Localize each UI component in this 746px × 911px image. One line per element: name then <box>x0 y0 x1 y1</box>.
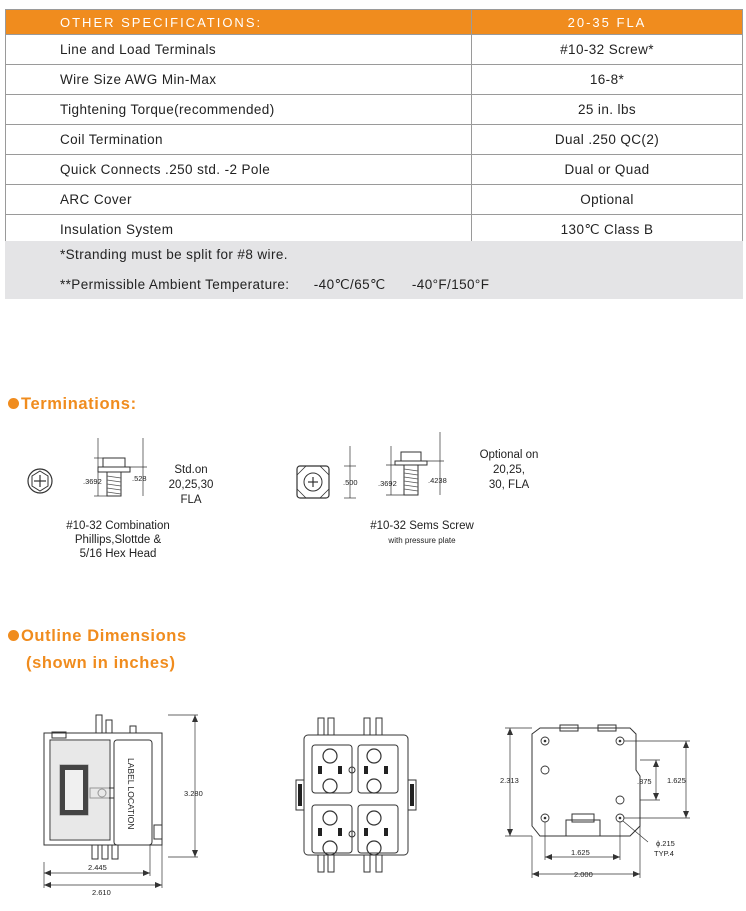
stranding-note: *Stranding must be split for #8 wire. <box>60 247 288 262</box>
spec-header-left: OTHER SPECIFICATIONS: <box>6 10 472 35</box>
spec-label: Coil Termination <box>6 125 472 155</box>
spec-row <box>6 185 743 215</box>
specifications-table <box>5 9 743 245</box>
spec-label: Insulation System <box>6 215 472 245</box>
spec-row <box>6 95 743 125</box>
spec-value: Optional <box>472 185 743 215</box>
base-hole-note: TYP.4 <box>654 849 674 858</box>
spec-header-right: 20-35 FLA <box>472 10 743 35</box>
spec-notes <box>5 241 743 299</box>
spec-value: 25 in. lbs <box>472 95 743 125</box>
optional-caption: #10-32 Sems Screw <box>370 520 474 532</box>
base-hole-dim: ϕ.215 <box>656 839 675 848</box>
base-hole-spacing-v-dim: .875 <box>637 777 652 786</box>
label-location-text: LABEL LOCATION <box>126 758 136 830</box>
spec-label: Quick Connects .250 std. -2 Pole <box>6 155 472 185</box>
spec-value: Dual .250 QC(2) <box>472 125 743 155</box>
spec-value: Dual or Quad <box>472 155 743 185</box>
side-outer-width-dim: 2.610 <box>92 888 111 897</box>
spec-row <box>6 125 743 155</box>
ambient-temperature-note <box>60 277 489 293</box>
spec-label: Line and Load Terminals <box>6 35 472 65</box>
bullet-dot-icon <box>8 630 19 641</box>
base-outer-v-dim: 1.625 <box>667 776 686 785</box>
side-height-dim: 3.280 <box>184 789 203 798</box>
base-width-dim: 2.000 <box>574 870 593 879</box>
spec-row <box>6 155 743 185</box>
ambient-fahrenheit: -40°F/150°F <box>411 277 490 292</box>
std-caption: #10-32 Combination Phillips,Slottde & 5/16 Hex Head <box>66 520 170 560</box>
spec-label: Wire Size AWG Min-Max <box>6 65 472 95</box>
opt-plate-dim: .500 <box>343 478 358 487</box>
optional-availability: Optional on 20,25, 30, FLA <box>479 449 539 491</box>
spec-value: 16-8* <box>472 65 743 95</box>
std-height-dim: .3692 <box>83 477 102 486</box>
spec-header-row <box>6 10 743 35</box>
spec-value: #10-32 Screw* <box>472 35 743 65</box>
optional-caption-sub: with pressure plate <box>388 536 456 545</box>
bullet-dot-icon <box>8 398 19 409</box>
spec-row <box>6 65 743 95</box>
base-hole-spacing-h-dim: 1.625 <box>571 848 590 857</box>
spec-label: ARC Cover <box>6 185 472 215</box>
outline-subheading: (shown in inches) <box>26 654 176 672</box>
spec-row <box>6 35 743 65</box>
outline-heading: Outline Dimensions <box>8 627 187 646</box>
ambient-label: **Permissible Ambient Temperature: <box>60 277 290 292</box>
terminations-heading: Terminations: <box>8 395 137 414</box>
spec-label: Tightening Torque(recommended) <box>6 95 472 125</box>
opt-height-dim: .3692 <box>378 479 397 488</box>
std-availability: Std.on 20,25,30 FLA <box>168 464 214 506</box>
side-inner-width-dim: 2.445 <box>88 863 107 872</box>
ambient-celsius: -40℃/65℃ <box>313 277 386 292</box>
base-height-dim: 2.313 <box>500 776 519 785</box>
std-length-dim: .528 <box>132 474 147 483</box>
spec-row <box>6 215 743 245</box>
opt-length-dim: .4238 <box>428 476 447 485</box>
spec-value: 130℃ Class B <box>472 215 743 245</box>
